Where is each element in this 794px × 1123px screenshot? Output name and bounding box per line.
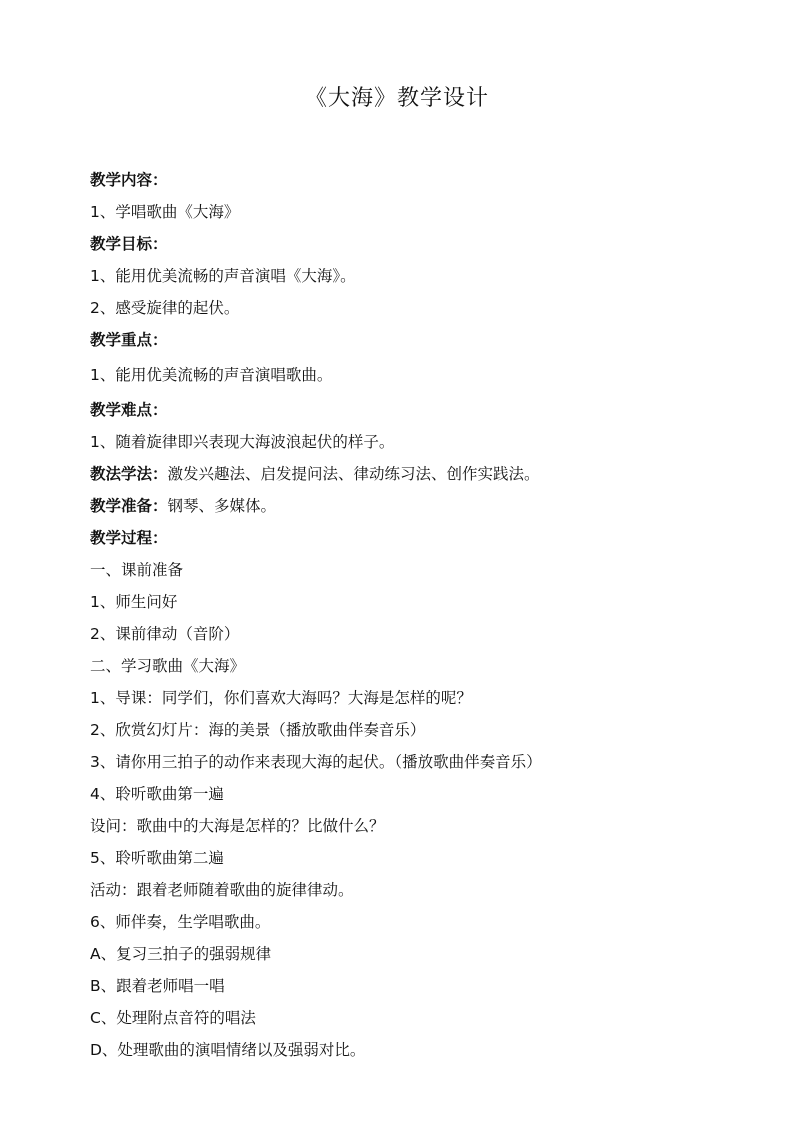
difficulty-item: 1、随着旋律即兴表现大海波浪起伏的样子。 <box>90 433 395 451</box>
process-item: 2、欣赏幻灯片：海的美景（播放歌曲伴奏音乐） <box>90 721 426 739</box>
goal-item: 2、感受旋律的起伏。 <box>90 299 240 317</box>
section-heading-process: 教学过程： <box>90 529 168 547</box>
section-heading-goals: 教学目标： <box>90 235 168 253</box>
process-item: 4、聆听歌曲第一遍 <box>90 785 224 803</box>
goal-item: 1、能用优美流畅的声音演唱《大海》。 <box>90 267 356 285</box>
process-item: B、跟着老师唱一唱 <box>90 977 225 995</box>
process-item: 2、课前律动（音阶） <box>90 625 240 643</box>
section-heading-focus: 教学重点： <box>90 331 168 349</box>
prep-label: 教学准备： <box>90 497 168 515</box>
process-item: A、复习三拍子的强弱规律 <box>90 945 272 963</box>
process-item: 1、导课：同学们，你们喜欢大海吗？大海是怎样的呢？ <box>90 689 472 707</box>
section-heading-content: 教学内容： <box>90 171 168 189</box>
methods-line <box>90 458 770 490</box>
process-item: 1、师生问好 <box>90 593 178 611</box>
process-item: 二、学习歌曲《大海》 <box>90 657 246 675</box>
process-item: D、处理歌曲的演唱情绪以及强弱对比。 <box>90 1041 366 1059</box>
prep-line <box>90 490 770 522</box>
methods-label: 教法学法： <box>90 465 168 483</box>
prep-text: 钢琴、多媒体。 <box>167 497 277 515</box>
process-item: 3、请你用三拍子的动作来表现大海的起伏。（播放歌曲伴奏音乐） <box>90 753 542 771</box>
process-list <box>90 554 770 1066</box>
process-item: 一、课前准备 <box>90 561 184 579</box>
methods-text: 激发兴趣法、启发提问法、律动练习法、创作实践法。 <box>167 465 540 483</box>
process-item: 活动：跟着老师随着歌曲的旋律律动。 <box>90 881 354 899</box>
process-item: 5、聆听歌曲第二遍 <box>90 849 224 867</box>
document-body <box>90 164 770 1066</box>
section-heading-difficulty: 教学难点： <box>90 401 168 419</box>
document-title: 《大海》教学设计 <box>304 86 489 111</box>
content-item: 1、学唱歌曲《大海》 <box>90 203 240 221</box>
process-item: 设问：歌曲中的大海是怎样的？比做什么？ <box>90 817 385 835</box>
process-item: C、处理附点音符的唱法 <box>90 1009 256 1027</box>
process-item: 6、师伴奏，生学唱歌曲。 <box>90 913 271 931</box>
focus-item: 1、能用优美流畅的声音演唱歌曲。 <box>90 366 333 384</box>
